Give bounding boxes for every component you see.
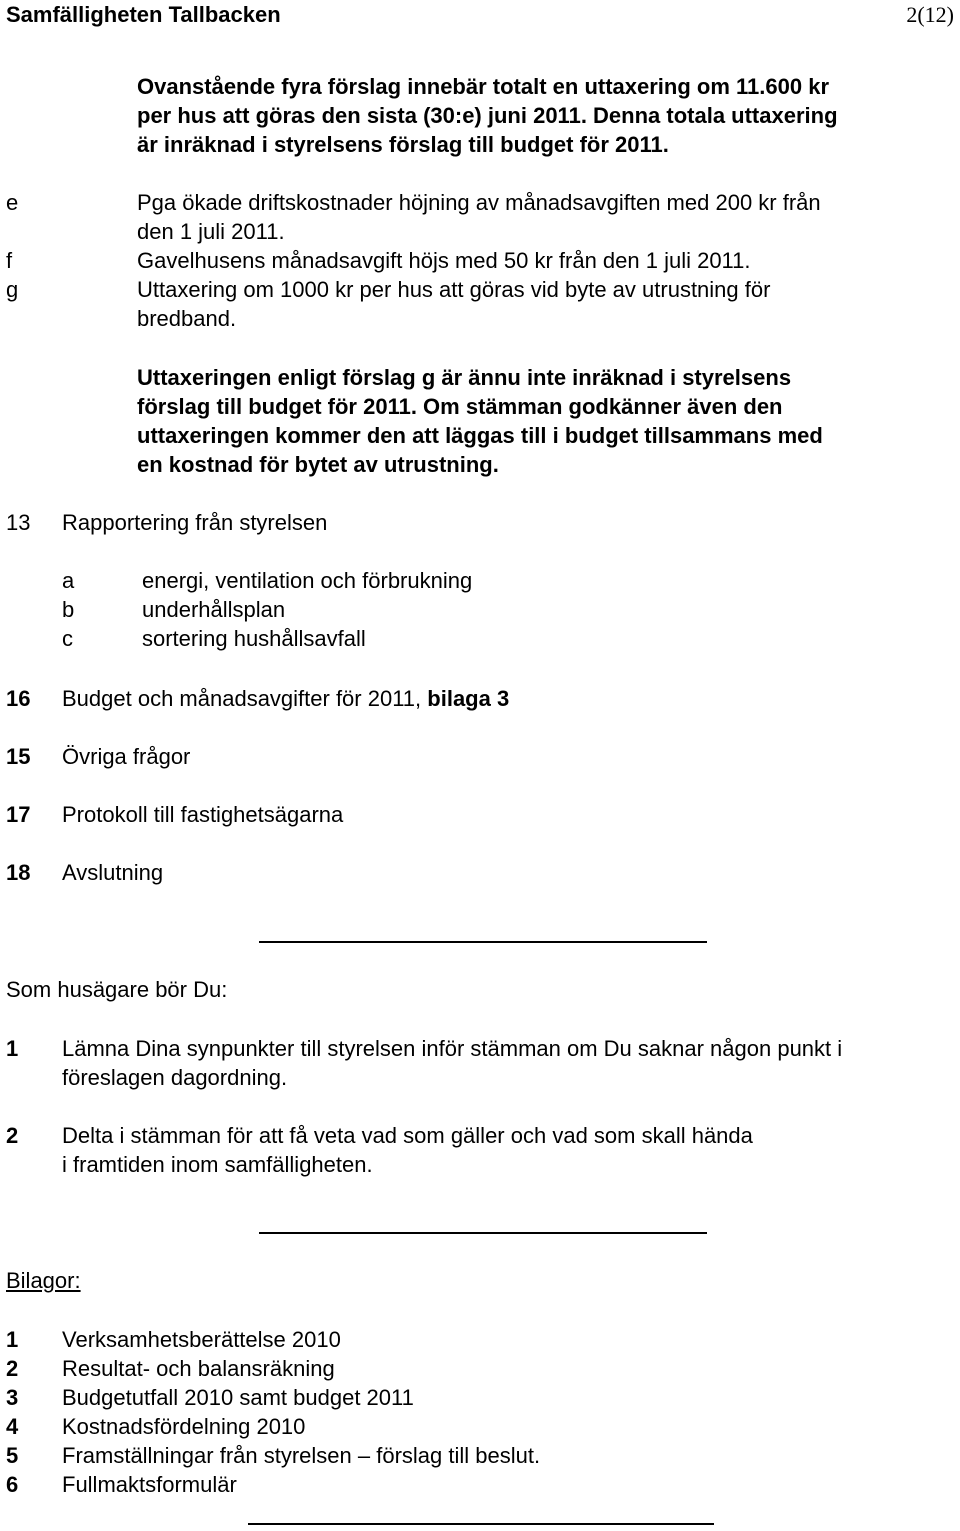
list-item-text: Delta i stämman för att få veta vad som gäller och vad som skall hända bbox=[62, 1123, 753, 1148]
proposal-letter: g bbox=[6, 277, 19, 302]
note-line: förslag till budget för 2011. Om stämman godkänner även den bbox=[137, 394, 783, 419]
item-text: sortering hushållsavfall bbox=[142, 626, 366, 651]
attachment-number: 5 bbox=[6, 1443, 19, 1468]
attachment-number: 4 bbox=[6, 1414, 19, 1439]
list-item-text: Lämna Dina synpunkter till styrelsen inför stämman om Du saknar någon punkt i bbox=[62, 1036, 843, 1061]
attachment-item: Verksamhetsberättelse 2010 bbox=[62, 1327, 341, 1352]
proposal-text: Uttaxering om 1000 kr per hus att göras vid byte av utrustning för bbox=[137, 277, 771, 302]
section-title: Avslutning bbox=[62, 860, 164, 885]
item-text: energi, ventilation och förbrukning bbox=[142, 568, 473, 593]
proposal-letter: e bbox=[6, 190, 19, 215]
divider-line bbox=[259, 941, 707, 943]
attachment-item: Fullmaktsformulär bbox=[62, 1472, 237, 1497]
item-letter: c bbox=[62, 626, 73, 651]
proposal-text: Gavelhusens månadsavgift höjs med 50 kr från den 1 juli 2011. bbox=[137, 248, 751, 273]
proposal-text: bredband. bbox=[137, 306, 237, 331]
section-number: 15 bbox=[6, 744, 31, 769]
attachment-reference: bilaga 3 bbox=[427, 686, 510, 711]
list-item-text: föreslagen dagordning. bbox=[62, 1065, 288, 1090]
section-number: 17 bbox=[6, 802, 31, 827]
proposal-text: den 1 juli 2011. bbox=[137, 219, 285, 244]
section-title bbox=[62, 684, 509, 713]
attachment-item: Framställningar från styrelsen – förslag till beslut. bbox=[62, 1443, 541, 1468]
item-letter: b bbox=[62, 597, 75, 622]
divider-line bbox=[248, 1523, 714, 1525]
section-title-text: Budget och månadsavgifter för 2011, bbox=[62, 686, 428, 711]
attachment-number: 3 bbox=[6, 1385, 19, 1410]
attachment-item: Kostnadsfördelning 2010 bbox=[62, 1414, 306, 1439]
attachments-heading: Bilagor: bbox=[6, 1268, 81, 1293]
intro-line: är inräknad i styrelsens förslag till budget för 2011. bbox=[137, 132, 669, 157]
page-number: 2(12) bbox=[906, 2, 954, 27]
item-letter: a bbox=[62, 568, 75, 593]
section-title: Rapportering från styrelsen bbox=[62, 510, 328, 535]
note-line: en kostnad för bytet av utrustning. bbox=[137, 452, 499, 477]
divider-line bbox=[259, 1232, 707, 1234]
note-line: uttaxeringen kommer den att läggas till i budget tillsammans med bbox=[137, 423, 823, 448]
section-number: 13 bbox=[6, 510, 31, 535]
item-text: underhållsplan bbox=[142, 597, 286, 622]
attachment-number: 2 bbox=[6, 1356, 19, 1381]
attachment-number: 6 bbox=[6, 1472, 19, 1497]
attachment-item: Resultat- och balansräkning bbox=[62, 1356, 335, 1381]
intro-line: per hus att göras den sista (30:e) juni 2011. Denna totala uttaxering bbox=[137, 103, 838, 128]
attachment-item: Budgetutfall 2010 samt budget 2011 bbox=[62, 1385, 414, 1410]
document-header-title: Samfälligheten Tallbacken bbox=[6, 2, 281, 27]
intro-line: Ovanstående fyra förslag innebär totalt en uttaxering om 11.600 kr bbox=[137, 74, 830, 99]
proposal-text: Pga ökade driftskostnader höjning av månadsavgiften med 200 kr från bbox=[137, 190, 821, 215]
proposal-letter: f bbox=[6, 248, 13, 273]
note-line: Uttaxeringen enligt förslag g är ännu inte inräknad i styrelsens bbox=[137, 365, 792, 390]
list-number: 1 bbox=[6, 1036, 19, 1061]
list-item-text: i framtiden inom samfälligheten. bbox=[62, 1152, 373, 1177]
homeowner-heading: Som husägare bör Du: bbox=[6, 977, 228, 1002]
attachment-number: 1 bbox=[6, 1327, 19, 1352]
section-number: 16 bbox=[6, 686, 31, 711]
section-title: Övriga frågor bbox=[62, 744, 191, 769]
list-number: 2 bbox=[6, 1123, 19, 1148]
section-number: 18 bbox=[6, 860, 31, 885]
section-title: Protokoll till fastighetsägarna bbox=[62, 802, 344, 827]
